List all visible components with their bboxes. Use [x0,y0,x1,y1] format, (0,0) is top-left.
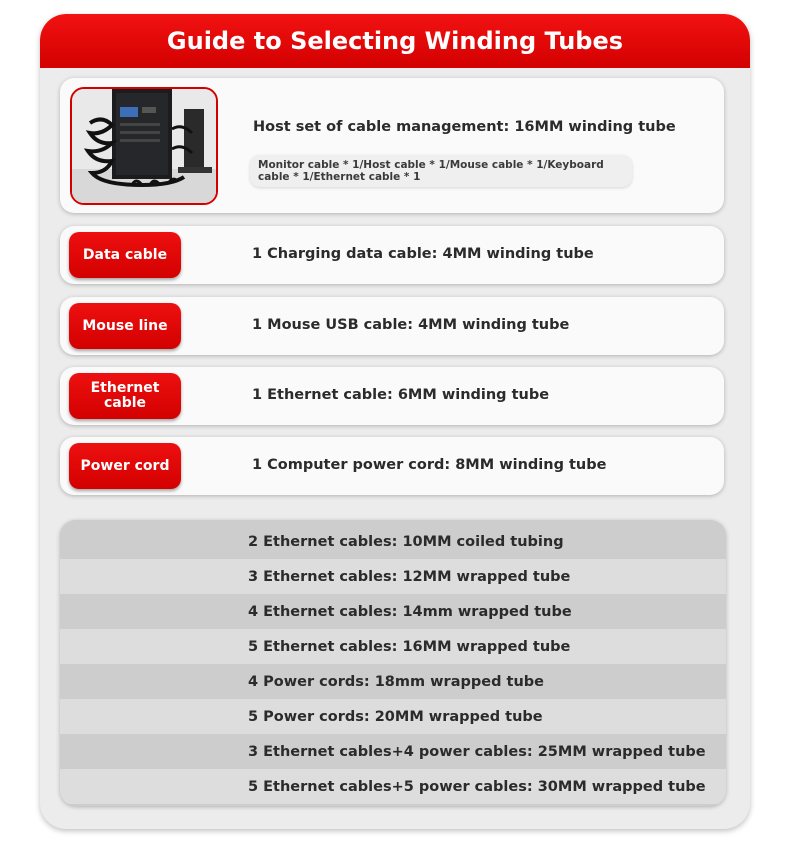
table-cell: 2 Ethernet cables: 10MM coiled tubing [248,533,564,550]
category-text: 1 Computer power cord: 8MM winding tube [252,457,607,473]
table-row [60,594,726,629]
table-cell: 5 Power cords: 20MM wrapped tube [248,708,543,725]
host-card [60,78,724,213]
table-cell: 4 Ethernet cables: 14mm wrapped tube [248,603,572,620]
table-cell: 3 Ethernet cables+4 power cables: 25MM wrapped tube [248,743,706,760]
table-row [60,734,726,769]
pc-tower-photo [70,87,218,205]
table-row [60,699,726,734]
pc-tower-with-spiral-wrap-icon [72,89,216,203]
table-row [60,524,726,559]
category-text: 1 Mouse USB cable: 4MM winding tube [252,317,570,333]
category-text: 1 Ethernet cable: 6MM winding tube [252,387,550,403]
page-title: Guide to Selecting Winding Tubes [166,27,624,55]
category-badge: Ethernet cable [69,373,181,419]
table-cell: 5 Ethernet cables+5 power cables: 30MM wrapped tube [248,778,706,795]
table-cell: 3 Ethernet cables: 12MM wrapped tube [248,568,571,585]
category-badge: Mouse line [69,303,181,349]
category-card-ethernet-cable [60,367,724,425]
category-badge: Power cord [69,443,181,489]
header-bar [40,14,750,68]
table-cell: 5 Ethernet cables: 16MM wrapped tube [248,638,571,655]
table-row [60,629,726,664]
host-set-detail: Monitor cable * 1/Host cable * 1/Mouse cable * 1/Keyboard cable * 1/Ethernet cable * 1 [250,155,632,187]
table-row [60,559,726,594]
host-set-title: Host set of cable management: 16MM winding tube [253,119,676,135]
category-card-mouse-line [60,297,724,355]
guide-sheet [40,14,750,829]
category-card-data-cable [60,226,724,284]
table-cell: 4 Power cords: 18mm wrapped tube [248,673,544,690]
category-card-power-cord [60,437,724,495]
table-row [60,664,726,699]
category-text: 1 Charging data cable: 4MM winding tube [252,246,594,262]
multi-cable-table [60,520,726,806]
category-badge: Data cable [69,232,181,278]
table-row [60,769,726,804]
